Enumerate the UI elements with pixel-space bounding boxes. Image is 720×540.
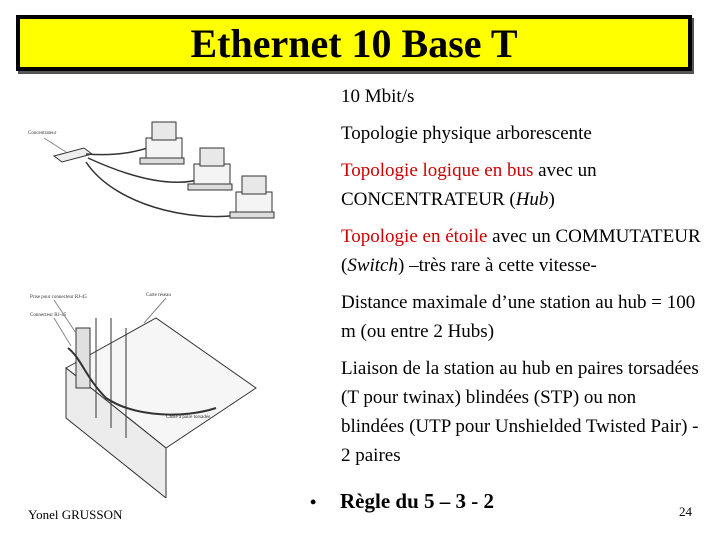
bullet-rule: [310, 489, 494, 514]
hub-term: Hub: [515, 189, 549, 210]
rj45-socket-label: Prise pour connecteur RJ-45: [30, 295, 87, 300]
logical-bus-highlight: Topologie logique en bus: [341, 160, 534, 181]
bullet-physical-topology: Topologie physique arborescente: [341, 123, 592, 144]
page-number: 24: [679, 504, 692, 519]
bullet-logical-topology: [341, 156, 701, 214]
logical-bus-close: ): [548, 189, 555, 210]
title-banner: [16, 15, 692, 71]
switch-term: Switch: [347, 255, 398, 276]
footer-author: Yonel GRUSSON: [28, 507, 123, 522]
network-illustration: [26, 118, 326, 498]
computer-icon: [188, 148, 232, 190]
star-tail: ) –très rare à cette vitesse-: [398, 255, 597, 276]
logical-bus-text: avec un CONCENTRATEUR (: [341, 160, 597, 210]
hub-label: Concentrateur: [28, 131, 57, 136]
network-card-label: Carte réseau: [146, 293, 171, 298]
bullet-distance: Distance maximale d’une station au hub = 100 m (ou entre 2 Hubs): [341, 292, 696, 342]
network-card-diagram: [30, 293, 256, 498]
bullet-list: [341, 82, 701, 478]
star-text: avec un COMMUTATEUR (: [341, 226, 701, 276]
star-highlight: Topologie en étoile: [341, 226, 488, 247]
computer-icon: [140, 122, 184, 164]
rule-text: Règle du 5 – 3 - 2: [340, 489, 494, 513]
bullet-star-topology: [341, 222, 701, 280]
hub-diagram: [28, 122, 274, 218]
computer-icon: [230, 176, 274, 218]
bullet-speed: 10 Mbit/s: [341, 86, 415, 107]
rj45-connector-label: Connecteur RJ-45: [30, 313, 67, 318]
twisted-pair-label: Câble à paire torsadée: [166, 415, 211, 420]
slide-title: Ethernet 10 Base T: [190, 21, 518, 66]
bullet-dot: •: [310, 492, 317, 512]
bullet-link: Liaison de la station au hub en paires torsadées (T pour twinax) blindées (STP) ou non blindées (UTP pour Unshielded Twisted Pair) - 2 paires: [341, 358, 699, 466]
